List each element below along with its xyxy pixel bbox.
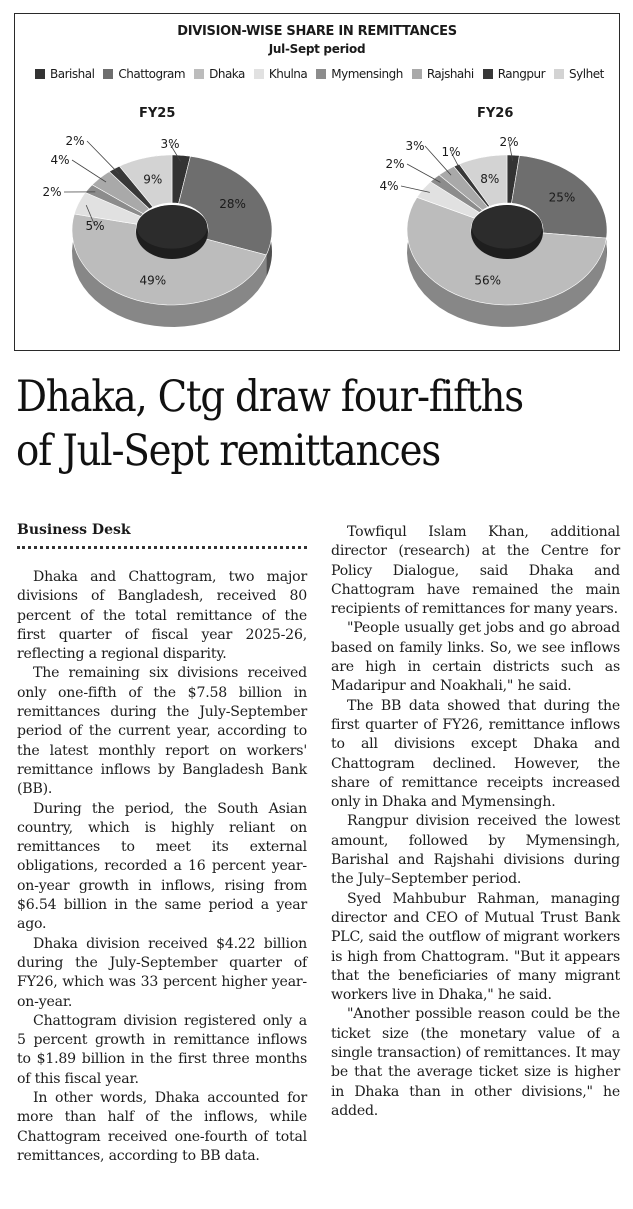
fy26-chart-label: FY26 [477,106,514,121]
donut-charts [15,14,620,351]
slice-label-dhaka: 49% [139,273,167,288]
slice-label-khulna: 4% [379,179,399,193]
headline-line-2: of Jul-Sept remittances [16,426,440,476]
legend-label: Mymensingh [331,67,403,81]
legend-label: Sylhet [569,67,604,81]
leader-line [407,164,440,182]
donut-hole-inner [137,205,208,248]
article-column-right [331,523,620,1121]
chart-title: DIVISION-WISE SHARE IN REMITTANCES [177,24,457,39]
legend-label: Rangpur [497,67,546,81]
byline-divider [17,546,307,549]
left-paragraph-1: Dhaka and Chattogram, two major divisions of Bangladesh, received 80 percent of the total remittance of the first quarter of fiscal year 2025-26, reflecting a regional disparity. [17,569,307,663]
legend-label: Khulna [268,67,308,81]
slice-label-rajshahi: 4% [50,153,70,167]
slice-label-dhaka: 56% [474,273,502,288]
headline-line-1: Dhaka, Ctg draw four-fifths [16,372,523,422]
slice-label-sylhet: 8% [480,172,500,187]
remittance-chart-figure [14,13,620,351]
article-column-left [17,568,307,1166]
slice-label-barishal: 3% [160,137,180,151]
donut-hole-inner [472,205,543,248]
right-paragraph-4: Rangpur division received the lowest amount, followed by Mymensingh, Barishal and Rajshahi divisions during the July–September period. [331,813,620,888]
right-paragraph-2: "People usually get jobs and go abroad based on family links. So, we see inflows are high in certain districts such as Madaripur and Noakhali," he said. [331,620,620,695]
slice-label-rangpur: 2% [65,134,85,148]
right-paragraph-1: Towfiqul Islam Khan, additional director (research) at the Centre for Policy Dialogue, said Dhaka and Chattogram have remained the main recipients of remittances for many years. [331,524,620,618]
donut-fy25 [42,134,272,327]
right-paragraph-5: Syed Mahbubur Rahman, managing director and CEO of Mutual Trust Bank PLC, said the outflow of migrant workers is high from Chattogram. "But it appears that the beneficiaries of many migrant workers live in Dhaka," he said. [331,890,620,1004]
legend-label: Chattogram [118,67,186,81]
leader-line [87,141,119,174]
slice-label-rajshahi: 3% [405,139,425,153]
slice-label-mymensingh: 2% [385,157,405,171]
leader-line [72,160,106,182]
legend-label: Rajshahi [426,67,474,81]
legend-label: Barishal [50,67,95,81]
slice-label-chattogram: 25% [548,190,576,205]
right-paragraph-6: "Another possible reason could be the ticket size (the monetary value of a single transaction) of remittances. It may be that the average ticket size is higher in Dhaka than in other divisions," he added. [331,1006,620,1119]
slice-label-mymensingh: 2% [42,185,62,199]
left-paragraph-3: During the period, the South Asian country, which is highly reliant on remittances to meet its external obligations, recorded a 16 percent year-on-year growth in inflows, rising from $6.54 billion in the same period a year ago. [17,800,307,933]
right-paragraph-3: The BB data showed that during the first quarter of FY26, remittance inflows to all divisions except Dhaka and Chattogram declined. However, the share of remittance receipts increased only in Dhaka and Mymensingh. [331,697,620,811]
left-paragraph-5: Chattogram division registered only a 5 percent growth in remittance inflows to $1.89 billion in the first three months of this fiscal year. [17,1012,307,1087]
legend-label: Dhaka [209,67,245,81]
left-paragraph-4: Dhaka division received $4.22 billion during the July-September quarter of FY26, which was 33 percent higher year-on-year. [17,935,307,1010]
left-paragraph-6: In other words, Dhaka accounted for more than half of the inflows, while Chattogram received one-fourth of total remittances, according to BB data. [17,1090,307,1164]
donut-fy26 [379,135,607,327]
slice-label-rangpur: 1% [441,145,461,159]
slice-label-sylhet: 9% [143,172,163,187]
slice-label-chattogram: 28% [219,196,246,211]
headline [16,370,626,478]
byline: Business Desk [17,522,131,538]
fy25-chart-label: FY25 [139,106,176,121]
chart-subtitle: Jul-Sept period [268,42,366,56]
left-paragraph-2: The remaining six divisions received only one-fifth of the $7.58 billion in remittances during the July-September period of the current year, according to the latest monthly report on workers' remittance inflows by Bangladesh Bank (BB). [17,665,307,798]
slice-label-barishal: 2% [499,135,519,149]
slice-label-khulna: 5% [85,219,105,233]
